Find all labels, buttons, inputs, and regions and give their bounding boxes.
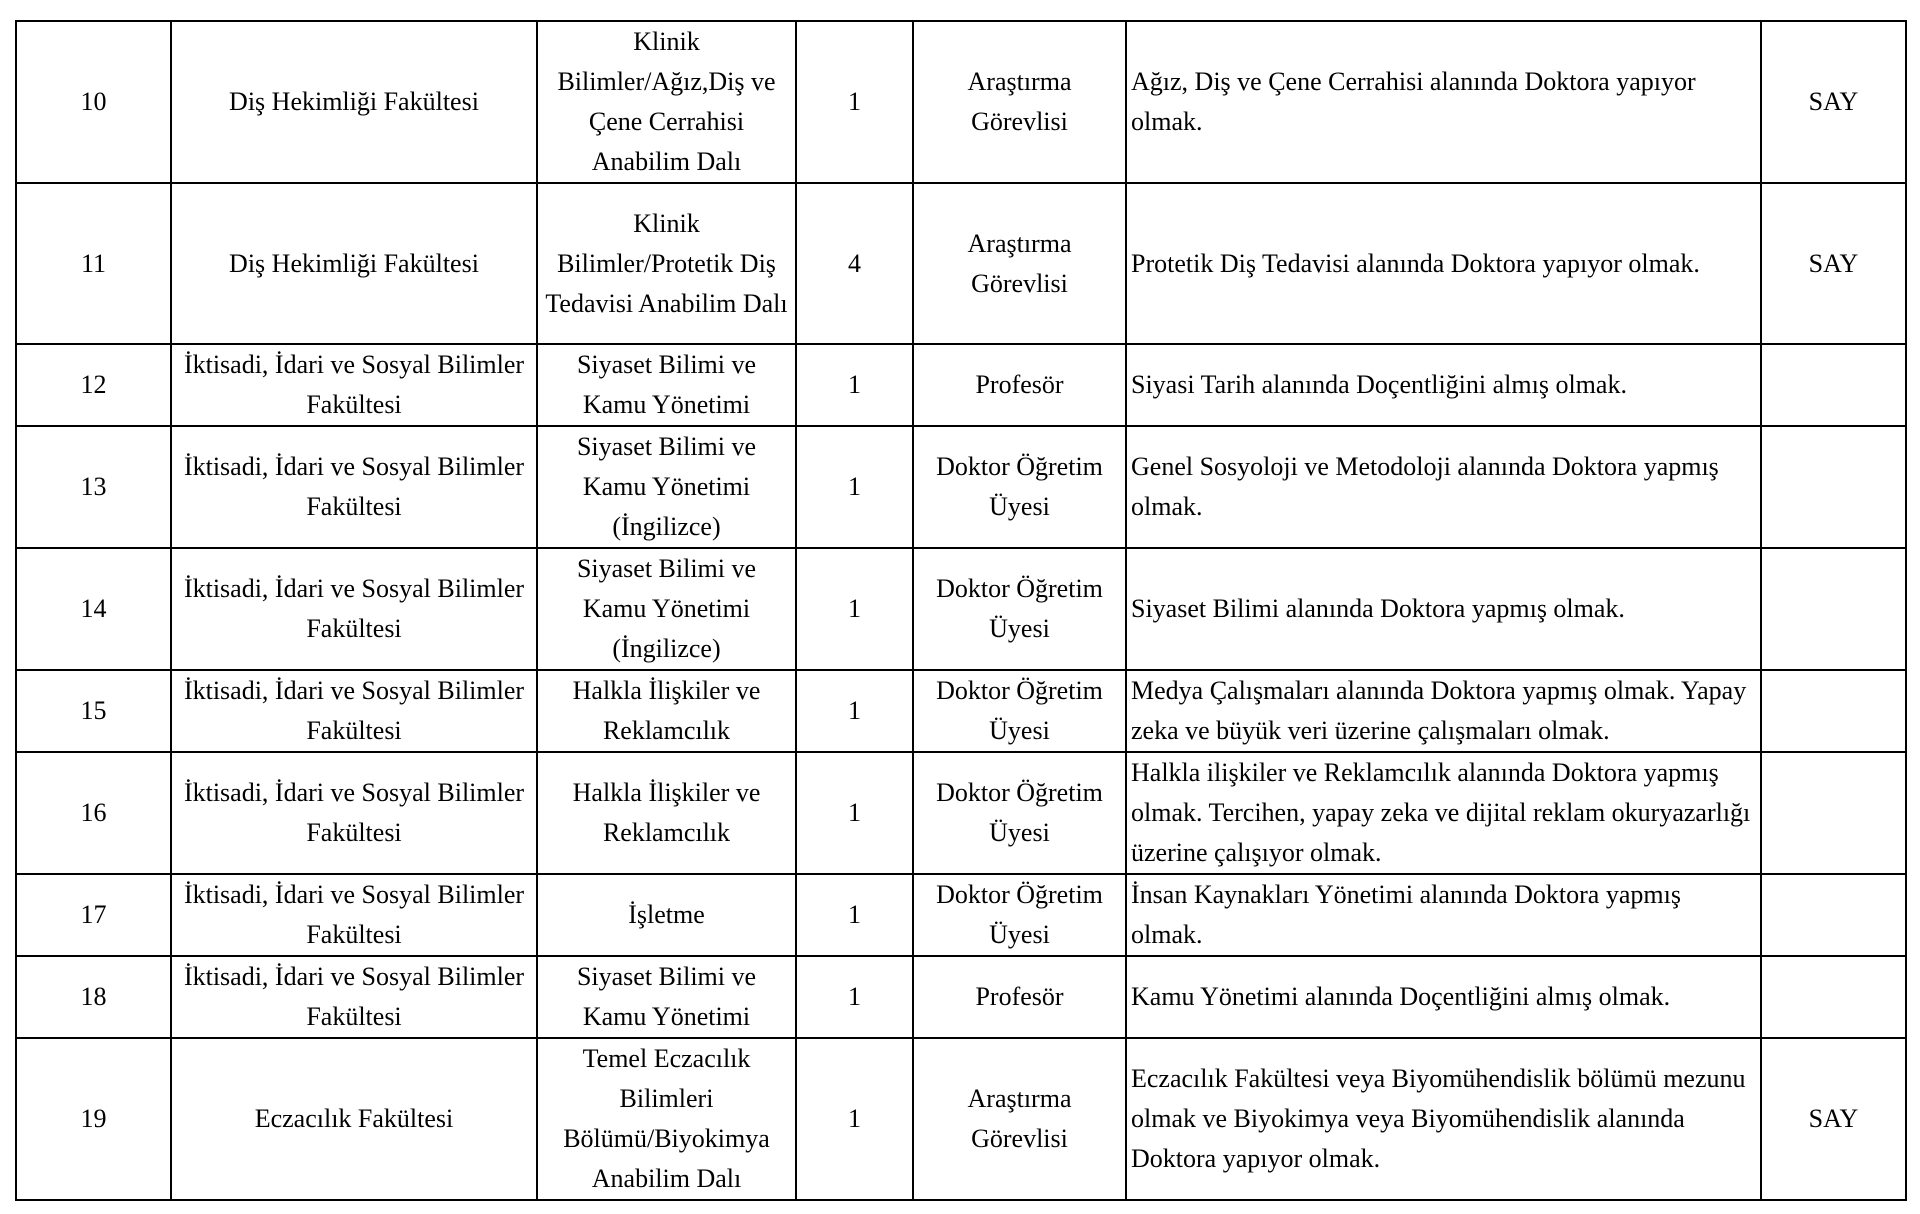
position-count: 1 — [796, 1038, 913, 1200]
faculty-cell: İktisadi, İdari ve Sosyal Bilimler Fakültesi — [171, 956, 537, 1038]
faculty-cell: İktisadi, İdari ve Sosyal Bilimler Fakültesi — [171, 752, 537, 874]
faculty-cell: Diş Hekimliği Fakültesi — [171, 183, 537, 344]
department-cell: Siyaset Bilimi ve Kamu Yönetimi (İngilizce) — [537, 548, 796, 670]
exam-type — [1761, 344, 1906, 426]
requirement-cell: Siyasi Tarih alanında Doçentliğini almış olmak. — [1126, 344, 1761, 426]
table-row — [16, 344, 1906, 426]
table-row — [16, 752, 1906, 874]
row-number: 19 — [16, 1038, 171, 1200]
department-cell: Temel Eczacılık Bilimleri Bölümü/Biyokimya Anabilim Dalı — [537, 1038, 796, 1200]
requirement-cell: Siyaset Bilimi alanında Doktora yapmış olmak. — [1126, 548, 1761, 670]
row-number: 11 — [16, 183, 171, 344]
faculty-cell: Diş Hekimliği Fakültesi — [171, 21, 537, 183]
department-cell: İşletme — [537, 874, 796, 956]
position-count: 1 — [796, 426, 913, 548]
requirement-cell: Medya Çalışmaları alanında Doktora yapmış olmak. Yapay zeka ve büyük veri üzerine çalışmaları olmak. — [1126, 670, 1761, 752]
table-row — [16, 1038, 1906, 1200]
department-cell: Klinik Bilimler/Protetik Diş Tedavisi Anabilim Dalı — [537, 183, 796, 344]
faculty-cell: İktisadi, İdari ve Sosyal Bilimler Fakültesi — [171, 426, 537, 548]
exam-type — [1761, 752, 1906, 874]
exam-type: SAY — [1761, 183, 1906, 344]
requirement-cell: Eczacılık Fakültesi veya Biyomühendislik bölümü mezunu olmak ve Biyokimya veya Biyomühendislik alanında Doktora yapıyor olmak. — [1126, 1038, 1761, 1200]
position-title: Doktor Öğretim Üyesi — [913, 548, 1126, 670]
exam-type — [1761, 548, 1906, 670]
row-number: 12 — [16, 344, 171, 426]
position-title: Doktor Öğretim Üyesi — [913, 752, 1126, 874]
row-number: 16 — [16, 752, 171, 874]
faculty-cell: İktisadi, İdari ve Sosyal Bilimler Fakültesi — [171, 344, 537, 426]
position-title: Doktor Öğretim Üyesi — [913, 670, 1126, 752]
position-title: Araştırma Görevlisi — [913, 21, 1126, 183]
row-number: 10 — [16, 21, 171, 183]
table-row — [16, 21, 1906, 183]
department-cell: Siyaset Bilimi ve Kamu Yönetimi — [537, 956, 796, 1038]
department-cell: Siyaset Bilimi ve Kamu Yönetimi — [537, 344, 796, 426]
table-row — [16, 426, 1906, 548]
exam-type — [1761, 426, 1906, 548]
position-count: 1 — [796, 874, 913, 956]
table-row — [16, 548, 1906, 670]
position-count: 1 — [796, 344, 913, 426]
position-count: 1 — [796, 21, 913, 183]
faculty-cell: İktisadi, İdari ve Sosyal Bilimler Fakültesi — [171, 874, 537, 956]
exam-type: SAY — [1761, 21, 1906, 183]
row-number: 17 — [16, 874, 171, 956]
row-number: 15 — [16, 670, 171, 752]
requirement-cell: Genel Sosyoloji ve Metodoloji alanında Doktora yapmış olmak. — [1126, 426, 1761, 548]
row-number: 18 — [16, 956, 171, 1038]
position-count: 1 — [796, 548, 913, 670]
positions-table — [15, 20, 1907, 1201]
table-row — [16, 670, 1906, 752]
position-title: Doktor Öğretim Üyesi — [913, 426, 1126, 548]
row-number: 14 — [16, 548, 171, 670]
position-count: 4 — [796, 183, 913, 344]
table-row — [16, 183, 1906, 344]
faculty-cell: İktisadi, İdari ve Sosyal Bilimler Fakültesi — [171, 548, 537, 670]
faculty-cell: İktisadi, İdari ve Sosyal Bilimler Fakültesi — [171, 670, 537, 752]
faculty-cell: Eczacılık Fakültesi — [171, 1038, 537, 1200]
requirement-cell: Kamu Yönetimi alanında Doçentliğini almış olmak. — [1126, 956, 1761, 1038]
exam-type — [1761, 874, 1906, 956]
exam-type — [1761, 670, 1906, 752]
position-title: Araştırma Görevlisi — [913, 1038, 1126, 1200]
requirement-cell: Ağız, Diş ve Çene Cerrahisi alanında Doktora yapıyor olmak. — [1126, 21, 1761, 183]
position-count: 1 — [796, 956, 913, 1038]
department-cell: Halkla İlişkiler ve Reklamcılık — [537, 670, 796, 752]
requirement-cell: Halkla ilişkiler ve Reklamcılık alanında Doktora yapmış olmak. Tercihen, yapay zeka ve dijital reklam okuryazarlığı üzerine çalışıyor olmak. — [1126, 752, 1761, 874]
position-title: Araştırma Görevlisi — [913, 183, 1126, 344]
department-cell: Halkla İlişkiler ve Reklamcılık — [537, 752, 796, 874]
department-cell: Siyaset Bilimi ve Kamu Yönetimi (İngilizce) — [537, 426, 796, 548]
exam-type: SAY — [1761, 1038, 1906, 1200]
position-title: Profesör — [913, 956, 1126, 1038]
position-title: Doktor Öğretim Üyesi — [913, 874, 1126, 956]
requirement-cell: Protetik Diş Tedavisi alanında Doktora yapıyor olmak. — [1126, 183, 1761, 344]
requirement-cell: İnsan Kaynakları Yönetimi alanında Doktora yapmış olmak. — [1126, 874, 1761, 956]
row-number: 13 — [16, 426, 171, 548]
exam-type — [1761, 956, 1906, 1038]
table-row — [16, 874, 1906, 956]
position-count: 1 — [796, 670, 913, 752]
department-cell: Klinik Bilimler/Ağız,Diş ve Çene Cerrahisi Anabilim Dalı — [537, 21, 796, 183]
position-title: Profesör — [913, 344, 1126, 426]
position-count: 1 — [796, 752, 913, 874]
table-row — [16, 956, 1906, 1038]
